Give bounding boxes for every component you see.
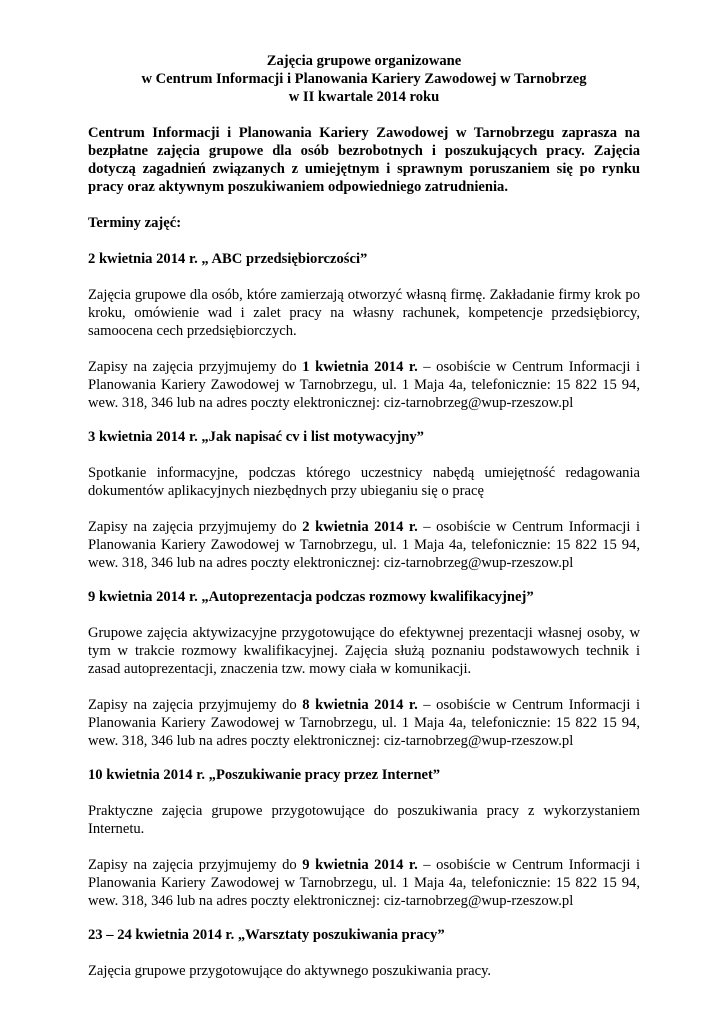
session-heading-4: 10 kwietnia 2014 r. „Poszukiwanie pracy przez Internet”: [88, 767, 441, 783]
signup-suffix: – osobiście w Centrum Informacji i Planowania Kariery Zawodowej w Tarnobrzegu, ul. 1 Maja 4a, telefonicznie: 15 822 15 94, wew. 318, 346 lub na adres poczty elektronicznej: ciz-tarnobrzeg@wup-rzeszow.pl: [88, 697, 640, 749]
signup-date: 1 kwietnia 2014 r.: [302, 359, 418, 375]
signup-date: 2 kwietnia 2014 r.: [302, 519, 418, 535]
signup-prefix: Zapisy na zajęcia przyjmujemy do: [88, 697, 303, 713]
session-description-3: Grupowe zajęcia aktywizacyjne przygotowujące do efektywnej prezentacji własnej osoby, w tym w trakcie rozmowy kwalifikacyjnej. Zajęcia służą poznaniu podstawowych technik i zasad autoprezentacji, znaczenia tzw. mowy ciała w komunikacji.: [88, 625, 640, 677]
session-signup-1: [88, 358, 640, 412]
signup-prefix: Zapisy na zajęcia przyjmujemy do: [88, 519, 303, 535]
signup-suffix: – osobiście w Centrum Informacji i Planowania Kariery Zawodowej w Tarnobrzegu, ul. 1 Maja 4a, telefonicznie: 15 822 15 94, wew. 318, 346 lub na adres poczty elektronicznej: ciz-tarnobrzeg@wup-rzeszow.pl: [88, 359, 640, 411]
title-line-2: w Centrum Informacji i Planowania Kariery Zawodowej w Tarnobrzeg: [141, 71, 587, 87]
session-description-5: Zajęcia grupowe przygotowujące do aktywnego poszukiwania pracy.: [88, 963, 492, 979]
signup-date: 8 kwietnia 2014 r.: [302, 697, 418, 713]
terms-label: Terminy zajęć:: [88, 215, 182, 231]
session-signup-3: [88, 696, 640, 750]
session-heading-1: 2 kwietnia 2014 r. „ ABC przedsiębiorczości”: [88, 251, 368, 267]
session-signup-4: [88, 856, 640, 910]
document-title: [88, 52, 640, 106]
signup-suffix: – osobiście w Centrum Informacji i Planowania Kariery Zawodowej w Tarnobrzegu, ul. 1 Maja 4a, telefonicznie: 15 822 15 94, wew. 318, 346 lub na adres poczty elektronicznej: ciz-tarnobrzeg@wup-rzeszow.pl: [88, 519, 640, 571]
document-page: [88, 52, 640, 980]
intro-paragraph: Centrum Informacji i Planowania Kariery Zawodowej w Tarnobrzegu zaprasza na bezpłatne zajęcia grupowe dla osób bezrobotnych i poszukujących pracy. Zajęcia dotyczą zagadnień związanych z umiejętnym i sprawnym poruszaniem się po rynku pracy oraz aktywnym poszukiwaniem odpowiedniego zatrudnienia.: [88, 125, 640, 195]
session-heading-5: 23 – 24 kwietnia 2014 r. „Warsztaty poszukiwania pracy”: [88, 927, 445, 943]
title-line-3: w II kwartale 2014 roku: [288, 89, 440, 105]
session-description-2: Spotkanie informacyjne, podczas którego uczestnicy nabędą umiejętność redagowania dokumentów aplikacyjnych niezbędnych przy ubieganiu się o pracę: [88, 465, 640, 499]
signup-prefix: Zapisy na zajęcia przyjmujemy do: [88, 359, 303, 375]
signup-date: 9 kwietnia 2014 r.: [302, 857, 418, 873]
session-heading-2: 3 kwietnia 2014 r. „Jak napisać cv i list motywacyjny”: [88, 429, 424, 445]
session-heading-3: 9 kwietnia 2014 r. „Autoprezentacja podczas rozmowy kwalifikacyjnej”: [88, 589, 534, 605]
signup-prefix: Zapisy na zajęcia przyjmujemy do: [88, 857, 303, 873]
session-description-1: Zajęcia grupowe dla osób, które zamierzają otworzyć własną firmę. Zakładanie firmy krok po kroku, omówienie wad i zalet pracy na własny rachunek, kompetencje przedsiębiorcy, samoocena cech przedsiębiorczych.: [88, 287, 640, 339]
session-signup-2: [88, 518, 640, 572]
session-description-4: Praktyczne zajęcia grupowe przygotowujące do poszukiwania pracy z wykorzystaniem Internetu.: [88, 803, 640, 837]
signup-suffix: – osobiście w Centrum Informacji i Planowania Kariery Zawodowej w Tarnobrzegu, ul. 1 Maja 4a, telefonicznie: 15 822 15 94, wew. 318, 346 lub na adres poczty elektronicznej: ciz-tarnobrzeg@wup-rzeszow.pl: [88, 857, 640, 909]
title-line-1: Zajęcia grupowe organizowane: [266, 53, 462, 69]
